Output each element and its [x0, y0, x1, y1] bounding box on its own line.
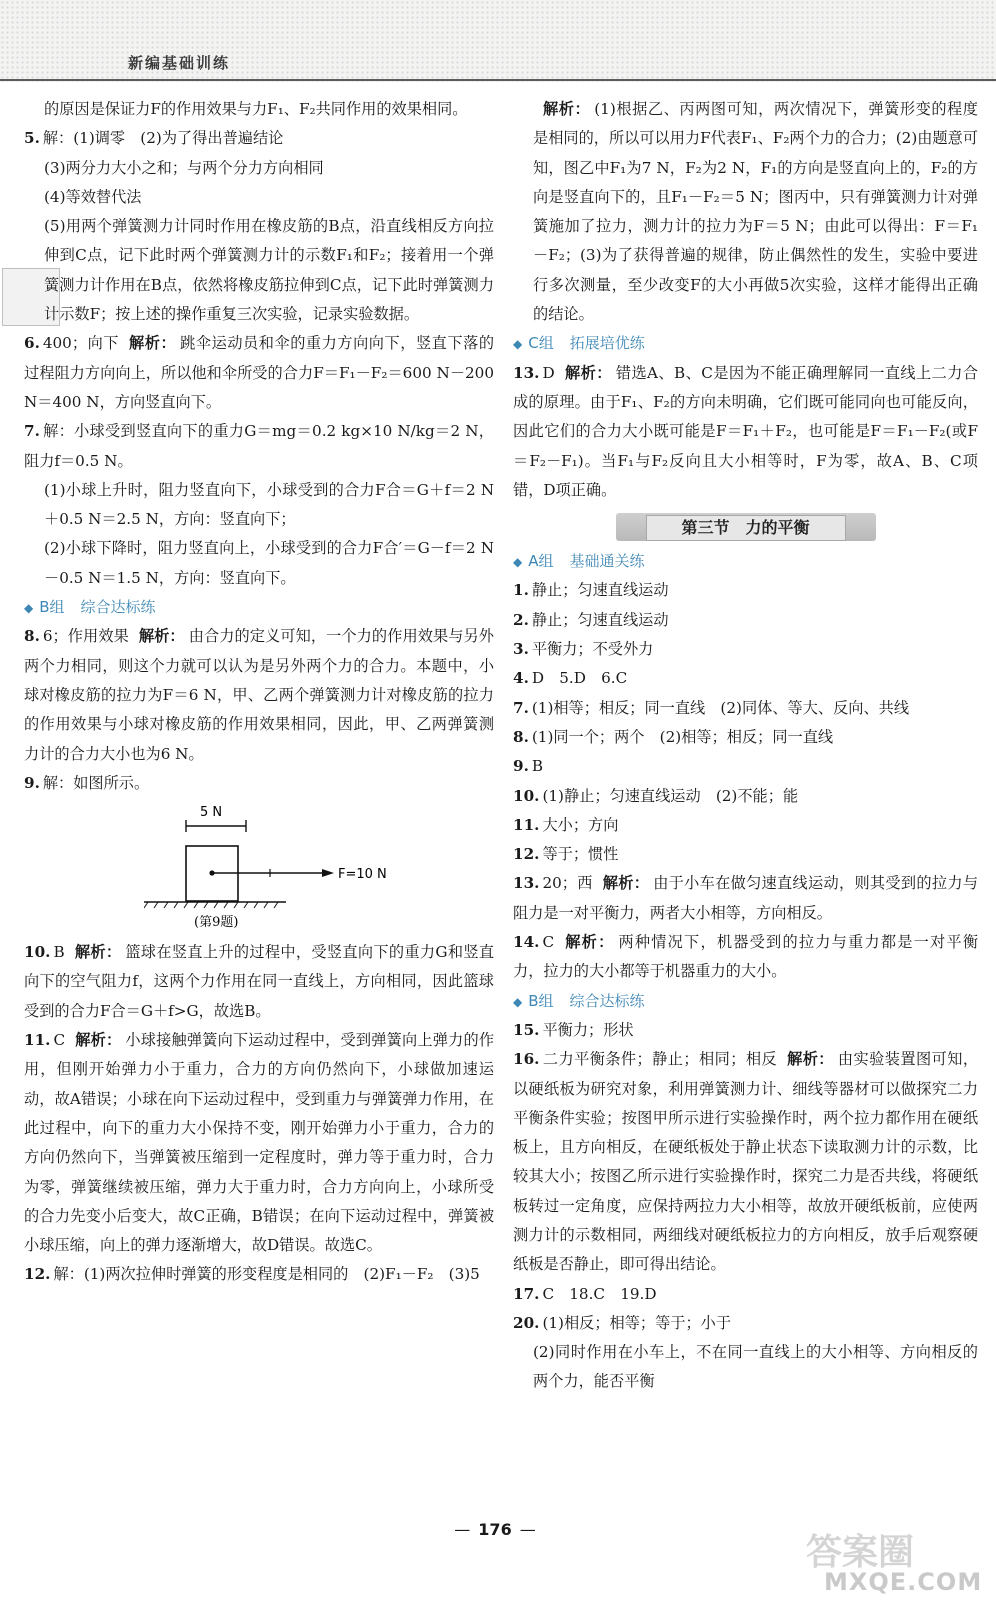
page-number: — 176 —	[454, 1520, 536, 1539]
diamond-icon: ◆	[24, 601, 34, 616]
answer-text: 静止；匀速直线运动	[531, 581, 669, 600]
answer-item	[513, 811, 978, 840]
answer-text: 二力平衡条件；静止；相同；相反	[542, 1050, 778, 1069]
answer-text: 的原因是保证力F的作用效果与力F₁、F₂共同作用的效果相同。	[44, 100, 468, 118]
analysis-text: 错选A、B、C是因为不能正确理解同一直线上二力合成的原理。由于F₁、F₂的方向未明确，它们既可能同向也可能反向，因此它们的合力大小既可能是F＝F₁＋F₂，也可能是F＝F₁－F₂(或F＝F₂－F₁)。当F₁与F₂反向且大小相等时，F为零，故A、B、C项错，D项正确。	[513, 363, 979, 499]
section-title: 第三节 力的平衡	[646, 515, 846, 541]
answer-item	[24, 1026, 494, 1260]
answer-item	[513, 840, 978, 869]
watermark-cn: 答案圈	[806, 1532, 915, 1573]
answer-item	[24, 95, 494, 124]
ground-hatch	[144, 902, 278, 908]
answer-text: 静止；匀速直线运动	[531, 610, 669, 629]
analysis-label: 解析：	[129, 334, 177, 353]
answer-text: 大小；方向	[542, 815, 619, 834]
item-number: 10.	[24, 943, 51, 962]
answer-item	[513, 1309, 978, 1338]
answer-text: 400；向下	[42, 334, 120, 353]
item-number: 7.	[513, 698, 529, 717]
answer-text: (4)等效替代法	[44, 187, 142, 206]
answer-item	[513, 664, 978, 693]
analysis-text: 由合力的定义可知，一个力的作用效果与另外两个力相同，则这个力就可以认为是另外两个力的合力。本题中，小球对橡皮筋的拉力为F＝6 N，甲、乙两个弹簧测力计对橡皮筋的拉力的作用效果与小球对橡皮筋的作用效果相同，因此，甲、乙两弹簧测力计的合力大小也为6 N。	[24, 627, 494, 763]
answer-text: 解：(1)两次拉伸时弹簧的形变程度是相同的 (2)F₁－F₂ (3)5	[53, 1265, 480, 1284]
answer-item	[513, 869, 978, 928]
item-number: 11.	[24, 1031, 51, 1050]
item-number: 10.	[513, 786, 540, 805]
answer-item	[513, 359, 978, 505]
watermark-text: MXQE.COM	[824, 1568, 983, 1596]
answer-text: C 18.C 19.D	[542, 1284, 657, 1303]
answer-text: 解：小球受到竖直向下的重力G＝mg＝0.2 kg×10 N/kg＝2 N，阻力f＝0.5 N。	[24, 422, 494, 470]
answer-item	[513, 1338, 978, 1397]
answer-item	[513, 928, 978, 987]
item-number: 8.	[513, 727, 529, 746]
answer-item	[513, 1280, 978, 1309]
item-number: 20.	[513, 1313, 540, 1332]
item-number: 6.	[24, 334, 40, 353]
group-title: 基础通关练	[569, 552, 645, 571]
answer-text: 解：如图所示。	[42, 773, 150, 792]
group-title: 拓展培优练	[569, 334, 645, 353]
answer-text: 平衡力；形状	[542, 1020, 634, 1039]
item-number: 9.	[24, 773, 40, 792]
force-label: F=10 N	[338, 867, 387, 883]
item-number: 13.	[513, 874, 540, 893]
group-name: C组	[528, 334, 554, 353]
analysis-label: 解析：	[138, 627, 185, 646]
header-rule	[0, 79, 996, 81]
answer-item	[513, 1045, 978, 1279]
figure-caption: (第9题)	[194, 915, 239, 931]
answer-text: (3)两分力大小之和；与两个分力方向相同	[44, 158, 324, 177]
group-heading	[513, 547, 978, 576]
force-arrowhead	[322, 869, 334, 877]
item-number: 2.	[513, 610, 529, 629]
diamond-icon: ◆	[513, 555, 523, 570]
analysis-text: 篮球在竖直上升的过程中，受竖直向下的重力G和竖直向下的空气阻力f，这两个力作用在同一直线上，方向相同，因此篮球受到的合力F合＝G＋f>G，故选B。	[24, 943, 495, 1020]
answer-text: C	[53, 1031, 66, 1050]
book-title: 新编基础训练	[128, 54, 231, 72]
answer-item	[24, 622, 494, 768]
analysis-label: 解析：	[75, 1031, 122, 1050]
force-diagram	[144, 798, 404, 933]
answer-text: 等于；惯性	[542, 845, 619, 864]
answer-item	[513, 782, 978, 811]
item-number: 17.	[513, 1284, 540, 1303]
answer-item	[24, 212, 494, 329]
answer-item	[513, 723, 978, 752]
answer-item	[24, 769, 494, 798]
item-number: 12.	[513, 845, 540, 864]
answer-text: (2)同时作用在小车上，不在同一直线上的大小相等、方向相反的两个力，能否平衡	[533, 1343, 978, 1391]
answer-item	[513, 752, 978, 781]
answer-text: (1)静止；匀速直线运动 (2)不能；能	[542, 786, 799, 805]
answer-text: D	[542, 363, 555, 382]
group-name: A组	[528, 552, 554, 571]
answer-text: 20；西	[542, 874, 593, 893]
answer-item	[24, 329, 494, 417]
answer-text: 6；作用效果	[42, 627, 129, 646]
answer-text: (5)用两个弹簧测力计同时作用在橡皮筋的B点，沿直线相反方向拉伸到C点，记下此时两个弹簧测力计的示数F₁和F₂；接着用一个弹簧测力计作用在B点，依然将橡皮筋拉伸到C点，记下此时弹簧测力计示数F；按上述的操作重复三次实验，记录实验数据。	[44, 217, 494, 324]
answer-text: 平衡力；不受外力	[531, 640, 654, 659]
answer-item	[513, 606, 978, 635]
page-number-value: 176	[478, 1520, 512, 1539]
analysis-text: (1)根据乙、丙两图可知，两次情况下，弹簧形变的程度是相同的，所以可以用力F代表F₁、F₂两个力的合力；(2)由题意可知，图乙中F₁为7 N，F₂为2 N，F₁的方向是竖直向上的，F₂的方向是竖直向下的，且F₁－F₂＝5 N；图丙中，只有弹簧测力计对弹簧施加了拉力，测力计的拉力为F＝5 N；由此可以得出：F＝F₁－F₂；(3)为了获得普遍的规律，防止偶然性的发生，实验中要进行多次测量，至少改变F的大小再做5次实验，这样才能得出正确的结论。	[533, 100, 978, 324]
answer-text: C	[542, 933, 555, 952]
right-column	[513, 95, 978, 1397]
analysis-text: 小球接触弹簧向下运动过程中，受到弹簧向上弹力的作用，但刚开始弹力小于重力，合力的方向仍然向下，小球做加速运动，故A错误；小球在向下运动过程中，受到重力与弹簧弹力作用，在此过程中，向下的重力大小保持不变，刚开始弹力小于重力，合力的方向仍然向下，当弹簧被压缩到一定程度时，弹力等于重力时，合力为零，弹簧继续被压缩，弹力大于重力时，合力方向向上，小球所受的合力先变小后变大，故C正确，B错误；在向下运动过程中，弹簧被小球压缩，向上的弹力逐渐增大，故D错误。故选C。	[24, 1031, 495, 1255]
answer-item	[513, 635, 978, 664]
answer-text: 解：(1)调零 (2)为了得出普遍结论	[42, 129, 284, 148]
answer-item	[24, 938, 494, 1026]
answer-text: B	[53, 943, 65, 962]
item-number: 16.	[513, 1050, 540, 1069]
item-number: 15.	[513, 1020, 540, 1039]
answer-text: (1)同一个；两个 (2)相等；相反；同一直线	[531, 727, 834, 746]
answer-item	[24, 417, 494, 476]
item-number: 5.	[24, 129, 40, 148]
analysis-label: 解析：	[787, 1050, 834, 1069]
answer-text: (1)相等；相反；同一直线 (2)同体、等大、反向、共线	[531, 698, 910, 717]
analysis-label: 解析：	[602, 874, 650, 893]
group-title: 综合达标练	[80, 598, 156, 617]
answer-item	[513, 694, 978, 723]
group-title: 综合达标练	[569, 991, 645, 1010]
analysis-label: 解析：	[74, 943, 122, 962]
diamond-icon: ◆	[513, 337, 523, 352]
item-number: 8.	[24, 627, 40, 646]
item-number: 12.	[24, 1265, 51, 1284]
analysis-label: 解析：	[564, 933, 615, 952]
watermark-logo	[790, 1518, 990, 1598]
answer-text: D 5.D 6.C	[531, 669, 628, 688]
answer-item	[24, 1260, 494, 1289]
section-banner	[616, 513, 876, 541]
figure-9	[24, 798, 494, 938]
group-name: B组	[528, 991, 554, 1010]
item-number: 3.	[513, 640, 529, 659]
group-heading	[24, 593, 494, 622]
item-number: 11.	[513, 815, 540, 834]
answer-item	[513, 95, 978, 329]
answer-text: (1)相反；相等；等于；小于	[542, 1313, 732, 1332]
item-number: 7.	[24, 422, 40, 441]
item-number: 13.	[513, 363, 540, 382]
item-number: 14.	[513, 933, 540, 952]
left-column	[24, 95, 494, 1290]
group-heading	[513, 987, 978, 1016]
item-number: 9.	[513, 757, 529, 776]
answer-item	[24, 154, 494, 183]
group-name: B组	[39, 598, 65, 617]
diamond-icon: ◆	[513, 994, 523, 1009]
scale-label: 5 N	[200, 805, 223, 821]
analysis-label: 解析：	[543, 100, 591, 118]
answer-item	[24, 124, 494, 153]
answer-text: (2)小球下降时，阻力竖直向上，小球受到的合力F合′＝G－f＝2 N－0.5 N＝1.5 N，方向：竖直向下。	[44, 539, 494, 587]
answer-item	[24, 183, 494, 212]
item-number: 4.	[513, 669, 529, 688]
answer-item	[513, 576, 978, 605]
answer-text: B	[531, 757, 544, 776]
answer-item	[24, 534, 494, 593]
answer-item	[24, 476, 494, 535]
group-heading	[513, 329, 978, 358]
analysis-text: 由于小车在做匀速直线运动，则其受到的拉力与阻力是一对平衡力，两者大小相等，方向相反。	[513, 874, 979, 922]
analysis-text: 由实验装置图可知，以硬纸板为研究对象，利用弹簧测力计、细线等器材可以做探究二力平衡条件实验；按图甲所示进行实验操作时，两个拉力都作用在硬纸板上，且方向相反，在硬纸板处于静止状态下读取测力计的示数，比较其大小；按图乙所示进行实验操作时，探究二力是否共线，将硬纸板转过一定角度，应保持两拉力大小相等，故放开硬纸板前，应使两测力计的示数相同，两细线对硬纸板拉力的方向相反，放手后观察硬纸板是否静止，即可得出结论。	[513, 1050, 979, 1274]
analysis-text: 跳伞运动员和伞的重力方向向下，竖直下落的过程阻力方向向上，所以他和伞所受的合力F＝F₁－F₂＝600 N－200 N＝400 N，方向竖直向下。	[24, 334, 495, 411]
analysis-label: 解析：	[564, 363, 612, 382]
answer-text: (1)小球上升时，阻力竖直向下，小球受到的合力F合＝G＋f＝2 N＋0.5 N＝2.5 N，方向：竖直向下；	[44, 480, 494, 529]
analysis-text: 两种情况下，机器受到的拉力与重力都是一对平衡力，拉力的大小都等于机器重力的大小。	[513, 933, 979, 981]
item-number: 1.	[513, 581, 529, 600]
answer-item	[513, 1016, 978, 1045]
